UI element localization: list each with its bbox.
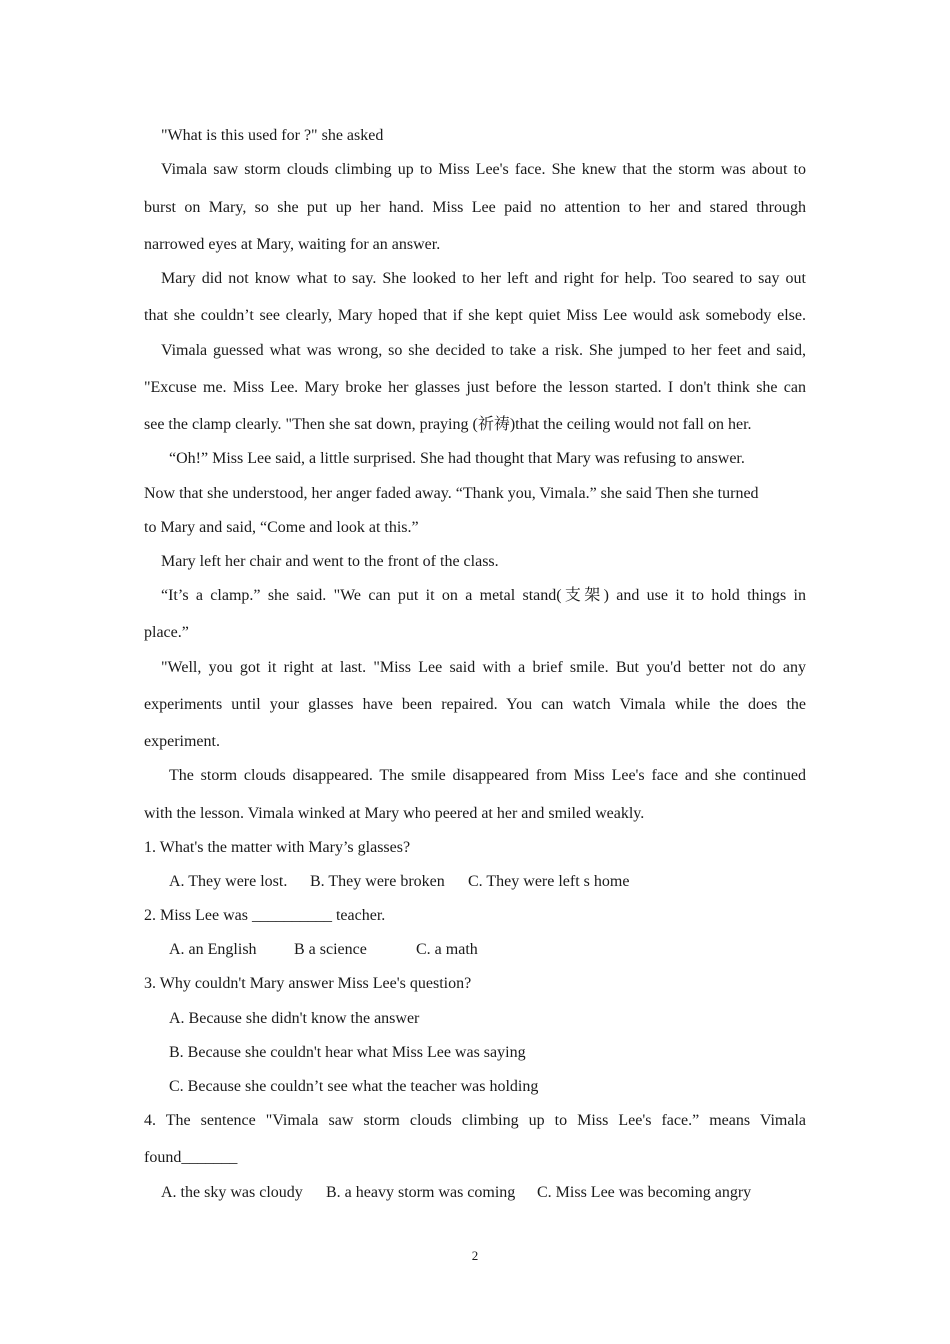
question-4-stem-continued: found_______: [144, 1149, 238, 1166]
passage-line: The storm clouds disappeared. The smile disappeared from Miss Lee's face and she continued: [169, 767, 806, 784]
question-3-option-b: B. Because she couldn't hear what Miss Lee was saying: [169, 1044, 526, 1061]
passage-line: experiments until your glasses have been repaired. You can watch Vimala while the does the: [144, 696, 806, 713]
passage-line: “It’s a clamp.” she said. "We can put it on a metal stand(支架) and use it to hold things in: [161, 587, 806, 604]
passage-line: “Oh!” Miss Lee said, a little surprised. She had thought that Mary was refusing to answer.: [169, 450, 745, 467]
question-4-option-c: C. Miss Lee was becoming angry: [537, 1184, 752, 1201]
question-4-option-a: A. the sky was cloudy: [161, 1184, 303, 1201]
question-2-option-a: A. an English: [169, 941, 257, 958]
question-1-option-b: B. They were broken: [310, 873, 445, 890]
question-3-stem: 3. Why couldn't Mary answer Miss Lee's question?: [144, 975, 472, 992]
question-2-stem: 2. Miss Lee was __________ teacher.: [144, 907, 386, 924]
passage-line: narrowed eyes at Mary, waiting for an answer.: [144, 236, 441, 253]
passage-line: Vimala guessed what was wrong, so she decided to take a risk. She jumped to her feet and said,: [161, 342, 806, 359]
passage-line: experiment.: [144, 733, 220, 750]
passage-line: to Mary and said, “Come and look at this.”: [144, 519, 419, 536]
question-1-stem: 1. What's the matter with Mary’s glasses?: [144, 839, 411, 856]
question-1-option-a: A. They were lost.: [169, 873, 288, 890]
question-3-option-c: C. Because she couldn’t see what the teacher was holding: [169, 1078, 539, 1095]
passage-line: with the lesson. Vimala winked at Mary who peered at her and smiled weakly.: [144, 805, 645, 822]
passage-line: Mary left her chair and went to the front of the class.: [161, 553, 499, 570]
question-3-option-a: A. Because she didn't know the answer: [169, 1010, 420, 1027]
passage-line: Mary did not know what to say. She looked to her left and right for help. Too seared to say out: [161, 270, 806, 287]
passage-line: Now that she understood, her anger faded away. “Thank you, Vimala.” she said Then she turned: [144, 485, 759, 502]
passage-line: burst on Mary, so she put up her hand. Miss Lee paid no attention to her and stared through: [144, 199, 806, 216]
passage-line: Vimala saw storm clouds climbing up to Miss Lee's face. She knew that the storm was about to: [161, 161, 806, 178]
question-2-option-c: C. a math: [416, 941, 478, 958]
page-number: 2: [471, 1248, 479, 1263]
passage-line: "Well, you got it right at last. "Miss Lee said with a brief smile. But you'd better not do any: [161, 659, 806, 676]
passage-line: "What is this used for ?" she asked: [161, 127, 384, 144]
passage-line: place.”: [144, 624, 189, 641]
question-4-option-b: B. a heavy storm was coming: [326, 1184, 516, 1201]
passage-line: see the clamp clearly. "Then she sat down, praying (祈祷)that the ceiling would not fall on her.: [144, 416, 752, 433]
question-2-option-b: B a science: [294, 941, 367, 958]
passage-line: that she couldn’t see clearly, Mary hoped that if she kept quiet Miss Lee would ask somebody else.: [144, 307, 806, 324]
question-4-stem: 4. The sentence "Vimala saw storm clouds climbing up to Miss Lee's face.” means Vimala: [144, 1112, 806, 1129]
question-1-option-c: C. They were left s home: [468, 873, 630, 890]
passage-line: "Excuse me. Miss Lee. Mary broke her glasses just before the lesson started. I don't think she can: [144, 379, 806, 396]
